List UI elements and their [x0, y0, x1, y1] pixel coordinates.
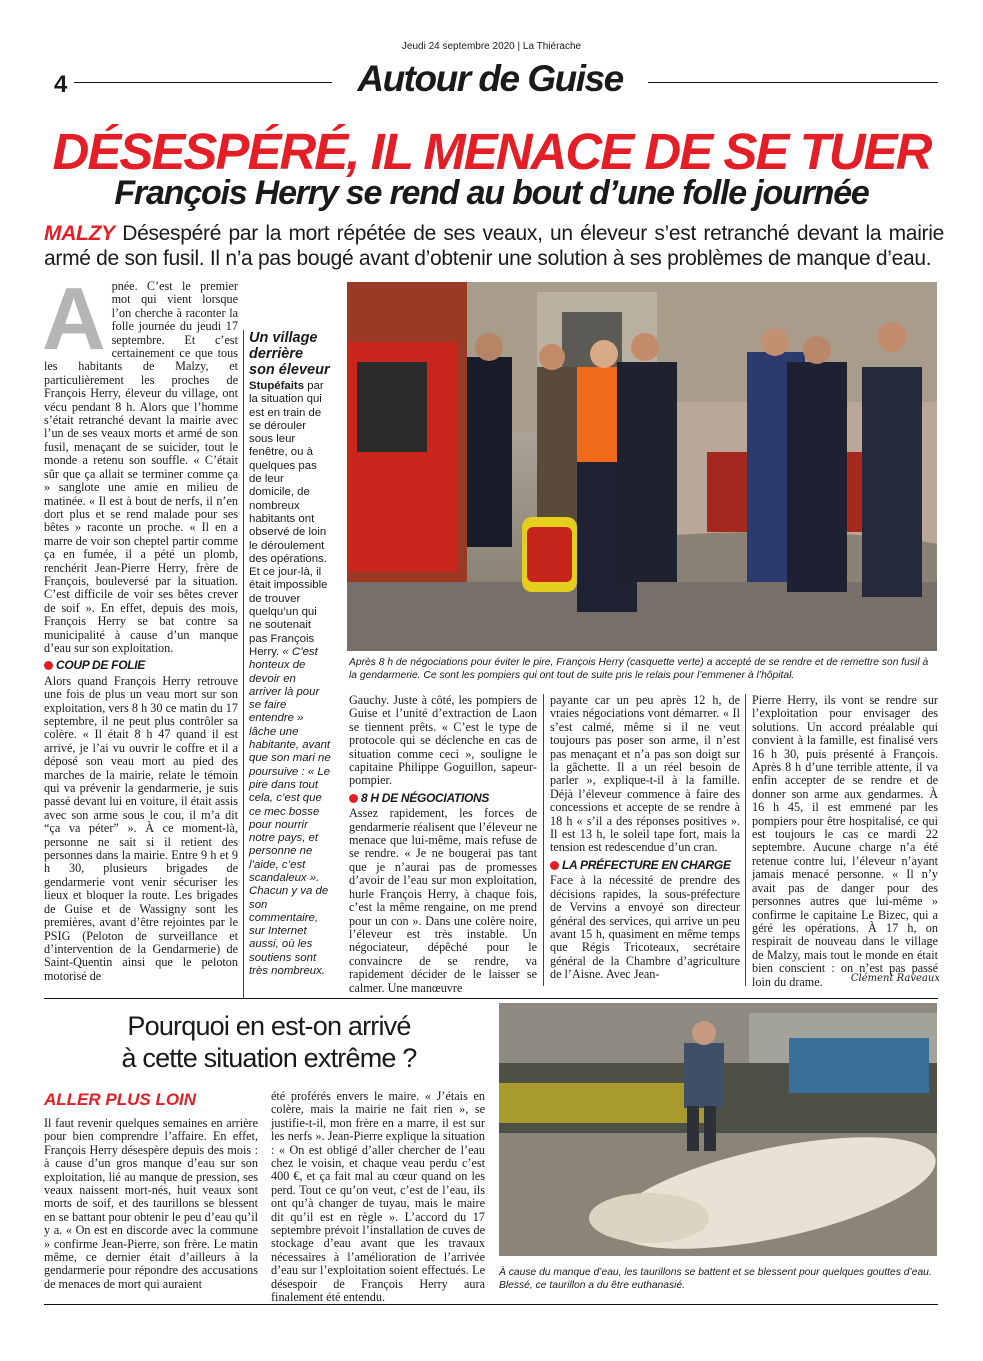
subheading-coup-de-folie: COUP DE FOLIE	[44, 659, 238, 672]
box-column-2	[271, 1090, 485, 1305]
box-kicker: ALLER PLUS LOIN	[44, 1090, 197, 1109]
page-number: 4	[54, 71, 68, 98]
column-divider	[543, 694, 544, 986]
article-column-3	[349, 694, 537, 995]
caption-photo-1: Après 8 h de négociations pour éviter le pire, François Herry (casquette verte) a accepté de se rendre et de remettre son fusil à la gendarmerie. Ce sont les pompiers qui ont tout de suite pris le relais pour l’emmener à l’hôpital.	[349, 657, 929, 681]
box-title: Pourquoi en est-on arrivé à cette situation extrême ?	[121, 1011, 417, 1073]
box-column-1	[44, 1117, 258, 1291]
lede	[44, 221, 944, 271]
section-title: Autour de Guise	[357, 58, 623, 99]
subheading-prefecture: LA PRÉFECTURE EN CHARGE	[550, 859, 740, 872]
caption-photo-2: À cause du manque d’eau, les taurillons se battent et se blessent pour quelques gouttes d’eau. Blessé, ce taurillon a du être euthanasié.	[499, 1267, 932, 1291]
sidebar	[249, 330, 331, 978]
photo-intervention	[347, 282, 937, 651]
subheadline: François Herry se rend au bout d’une folle journée	[114, 174, 869, 212]
article-column-4	[550, 694, 740, 982]
box-paragraph: été proférés envers le maire. « J’étais en colère, mais la mairie ne fait rien », se justifie-t-il, mon frère en a marre, il est sur les nerfs ». Jean-Pierre explique la situation : « On est obligé d’aller chercher de l’eau chez le voisin, et chaque veau perdu c’est 400 €, et ça fait mal au cœur quand on les perd. Tout ce qu’on veut, c’est de l’eau, ils ont qu’à changer de tuyau, mais le maire dit qu’il est en règle ». L’accord du 17 septembre prévoit l’installation de cuves de stockage d’eau avant que les travaux nécessaires à l’amélioration de l’arrivée d’eau sur l’exploitation soient effectués. Le désespoir de François Herry aura finalement été entendu.	[271, 1089, 485, 1305]
article-paragraph: pnée. C’est le premier mot qui vient lorsque l’on cherche à raconter la folle journée du jeudi 17 septembre. Et c’est certainement ce que tous les habitants de Malzy, et particulièrement les proches de François Herry, éleveur du village, ont vécu pendant 8 h. Alors que l’homme s’était retranché devant la mairie avec l’un de ses veaux morts et armé de son fusil, menaçant de se suicider, tout le monde a retenu son souffle. « C’était sûr que ça allait se terminer comme ça » sanglote une amie en milieu de matinée. « Il est à bout de nerfs, il n’en dort plus et se rend malade pour ses bêtes » raconte un proche. « Il en a marre de voir son cheptel partir comme ça en fumée, il a pété un plomb, renchérit Jean-Pierre Herry, frère de François, bouleversé par la situation. C’est difficile de voir ses bêtes crever de soif ». En effet, depuis des mois, François Herry se bat contre sa municipalité à cause d’un manque d’eau sur son exploitation.	[44, 279, 238, 655]
article-paragraph: Assez rapidement, les forces de gendarmerie réalisent que l’éleveur ne menace que lui-même, mais refuse de se rendre. « Je ne bougerai pas tant que je n’aurai pas de promesses d’avoir de l’eau sur mon exploitation, hurle François Herry, à chaque fois, c’est la même rengaine, on me prend pour un con ». Dans une colère noire, l’éleveur est très instable. Un négociateur, dépêché pour le convaincre de se rendre, va rapidement décider de le laisser se calmer. Une manœuvre	[349, 806, 537, 995]
headline: DÉSESPÉRÉ, IL MENACE DE SE TUER	[52, 123, 931, 180]
box-paragraph: Il faut revenir quelques semaines en arrière pour bien comprendre l’affaire. En effet, François Herry désespère depuis des mois : à cause d’un gros manque d’eau sur son exploitation, lié au manque de pression, ses veaux naissent mort-nés, huit veaux sont morts de soif, et des taurillons se blessent en se battant pour obtenir le peu d’eau qu’il y a. « On est en discorde avec la commune » confirme Jean-Pierre, son frère. Le matin même, ce dernier était d’ailleurs à la gendarmerie pour répondre des accusations de menaces de mort qui auraient	[44, 1116, 258, 1291]
article-column-5	[752, 694, 938, 989]
lede-text: Désespéré par la mort répétée de ses veaux, un éleveur s’est retranché devant la mairie armé de son fusil. Il n’a pas bougé avant d’obtenir une solution à ses problèmes de manque d’eau.	[44, 222, 944, 270]
sidebar-title: Un village derrière son éleveur	[249, 330, 330, 378]
sidebar-lead: Stupéfaits	[249, 380, 305, 392]
dateline: Jeudi 24 septembre 2020 | La Thiérache	[401, 41, 582, 52]
section-rule	[44, 998, 938, 999]
bottom-rule	[44, 1304, 938, 1305]
photo-farm	[499, 1003, 937, 1256]
article-column-1	[42, 269, 238, 983]
article-paragraph: Face à la nécessité de prendre des décisions rapides, la sous-préfecture de Vervins a envoyé son directeur général des services, qui arrive un peu avant 15 h, quasiment en même temps que Régis Tricoteaux, secrétaire général de la Chambre d’agriculture de l’Aisne. Avec Jean-	[550, 873, 740, 982]
header-rule-left	[74, 82, 332, 83]
article-paragraph: payante car un peu après 12 h, de vraies négociations vont démarrer. « Il s’est calmé, même si il ne veut toujours pas poser son arme, il n’est pas menaçant et n’a pas son doigt sur la gâchette. Il a un réel besoin de parler », explique-t-il à la famille. Déjà l’éleveur commence à faire des concessions et accepte de se rendre à 18 h « s’il a des réponses positives ». Il est 13 h, le soleil tape fort, mais la tension est redescendue d’un cran.	[550, 693, 740, 855]
signature: Clément Raveaux	[850, 973, 940, 984]
lede-kicker: MALZY	[44, 222, 115, 245]
bullet-dot-icon	[550, 861, 559, 870]
column-divider	[243, 330, 244, 998]
subheading-negociations: 8 H DE NÉGOCIATIONS	[349, 792, 537, 805]
article-paragraph: Pierre Herry, ils vont se rendre sur l’exploitation pour envisager des solutions. Un accord préalable qui convient à la famille, est finalisé vers 16 h 30, puis présenté à François. Après 8 h d’une terrible attente, il va enfin accepter de se rendre et de donner son arme aux gendarmes. À 16 h 45, il est emmené par les pompiers pour être hospitalisé, ce qui est toujours le cas ce mardi 22 septembre. Aucune charge n’a été retenue contre lui, l’éleveur n’ayant jamais menacé personne. « Il n’y avait pas de danger pour des personnes autres que lui-même » confirme le capitaine Le Bizec, qui a géré les opérations. À 17 h, on respirait de nouveau dans le village de Malzy, mais tout le monde en était bien conscient : on n’est pas passé loin du drame.	[752, 693, 938, 989]
bullet-dot-icon	[349, 794, 358, 803]
header-rule-right	[648, 82, 938, 83]
article-paragraph: Alors quand François Herry retrouve une fois de plus un veau mort sur son exploitation, vers 8 h 30 ce matin du 17 septembre, il ne peut plus contrôler sa colère. « Il était 8 h 47 quand il est arrivé, je l’ai vu ouvrir le coffre et il a déposé son veau mort au pied des marches de la mairie, relate le témoin qui va prévenir la gendarmerie, je suis passé devant lui en voiture, il était assis avec son arme sous le cou, il m’a dit “ça va péter” ». À ce moment-là, personne ne sait si il retient des personnes dans la mairie. Entre 9 h et 9 h 30, plusieurs brigades de gendarmerie vont venir sécuriser les lieux et bloquer la route. Les brigades de Guise et de Wassigny sont les premières, avant d’être rejointes par le PSIG (Peloton de surveillance et d’intervention de la Gendarmerie) de Saint-Quentin ainsi que le peloton motorisé de	[44, 673, 238, 983]
bullet-dot-icon	[44, 661, 53, 670]
dropcap: A	[42, 269, 106, 368]
article-paragraph: Gauchy. Juste à côté, les pompiers de Guise et l’unité d’extraction de Laon se tiennent prêts. « C’est le type de protocole qui se déclenche en cas de situation comme ceci », souligne le capitaine Philippe Goguillon, sapeur-pompier.	[349, 693, 537, 788]
sidebar-text: Stupéfaits par la situation qui est en train de se dérouler sous leur fenêtre, ou à quelques pas de leur domicile, de nombreux habitants ont observé de loin le déroulement des opérations. Et ce jour-là, il était impossible de trouver quelqu’un qui ne soutenait pas François Herry. « C’est honteux de devoir en arriver là pour se faire entendre » lâche une habitante, avant que son mari ne poursuive : « Le pire dans tout cela, c’est que ce mec bosse pour nourrir notre pays, et personne ne l’aide, c’est scandaleux ». Chacun y va de son commentaire, sur Internet aussi, où les soutiens sont très nombreux.	[249, 380, 331, 978]
sidebar-quote: « C’est honteux de devoir en arriver là pour se faire entendre » lâche une habitante, avant que son mari ne poursuive : « Le pire dans tout cela, c’est que ce mec bosse pour nourrir notre pays, et personne ne l’aide, c’est scandaleux ». Chacun y va de son commentaire, sur Internet aussi, où les soutiens sont très nombreux.	[249, 645, 331, 978]
column-divider	[745, 694, 746, 986]
